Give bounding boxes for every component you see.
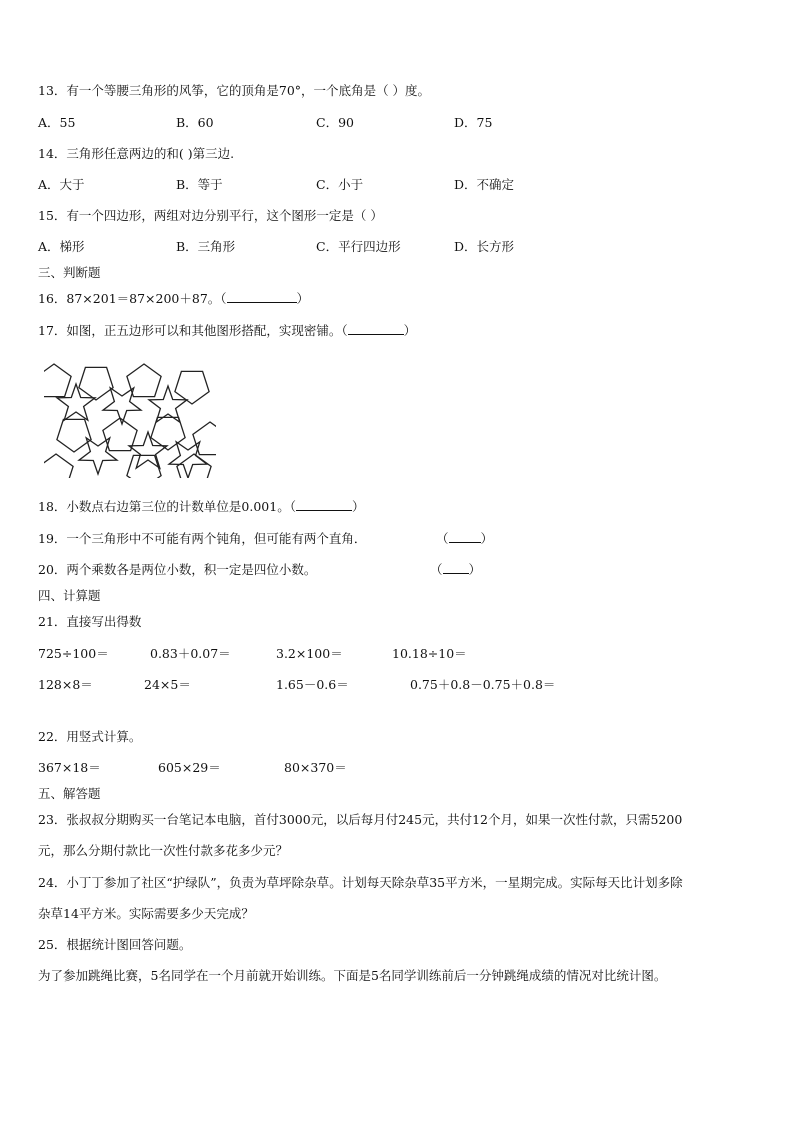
- q22-item: 367×18＝: [38, 760, 101, 775]
- q16-answer-blank[interactable]: [227, 291, 297, 303]
- q13-stem: 13．有一个等腰三角形的风筝，它的顶角是70°，一个底角是（ ）度。: [38, 83, 431, 98]
- q21-item: 0.83＋0.07＝: [150, 646, 231, 661]
- q16-text: 16．87×201＝87×200＋87。（: [38, 291, 227, 306]
- q13-option-d: D．75: [454, 115, 493, 130]
- q21-title: 21．直接写出得数: [38, 614, 142, 629]
- q14-stem: 14．三角形任意两边的和( )第三边.: [38, 146, 235, 161]
- q15-option-a: A．梯形: [38, 239, 85, 254]
- q15-option-c: C．平行四边形: [316, 239, 401, 254]
- q20-open: （: [430, 562, 443, 577]
- q23-line1: 23．张叔叔分期购买一台笔记本电脑，首付3000元，以后每月付245元，共付12个月，如果一次性付款，只需5200: [38, 812, 683, 827]
- q13-option-c: C．90: [316, 115, 354, 130]
- q24-line2: 杂草14平方米。实际需要多少天完成？: [38, 906, 254, 921]
- q17-answer-blank[interactable]: [348, 323, 404, 335]
- q21-item: 1.65－0.6＝: [276, 677, 349, 692]
- q19-text: 19．一个三角形中不可能有两个钝角，但可能有两个直角．: [38, 531, 367, 546]
- q14-option-a: A．大于: [38, 177, 85, 192]
- q19-close: ）: [480, 531, 494, 546]
- q16-close: ）: [296, 291, 310, 306]
- section-heading-calculation: 四、计算题: [38, 588, 101, 603]
- q15-option-d: D．长方形: [454, 239, 515, 254]
- q24-line1: 24．小丁丁参加了社区“护绿队”，负责为草坪除杂草。计划每天除杂草35平方米，一星期完成。实际每天比计划多除: [38, 875, 683, 890]
- q18-answer-blank[interactable]: [296, 499, 352, 511]
- q17-text: 17．如图，正五边形可以和其他图形搭配，实现密铺。（: [38, 323, 348, 338]
- q23-line2: 元，那么分期付款比一次性付款多花多少元？: [38, 843, 289, 858]
- q21-item: 10.18÷10＝: [392, 646, 467, 661]
- q21-item: 128×8＝: [38, 677, 93, 692]
- q15-stem: 15．有一个四边形，两组对边分别平行，这个图形一定是（ ）: [38, 208, 383, 223]
- section-heading-word-problems: 五、解答题: [38, 786, 101, 801]
- q13-option-b: B．60: [176, 115, 214, 130]
- q25-line: 为了参加跳绳比赛，5名同学在一个月前就开始训练。下面是5名同学训练前后一分钟跳绳成绩的情况对比统计图。: [38, 968, 667, 983]
- q17-close: ）: [403, 323, 417, 338]
- q14-option-c: C．小于: [316, 177, 364, 192]
- q14-option-d: D．不确定: [454, 177, 515, 192]
- q20-close: ）: [468, 562, 482, 577]
- q16-line: [38, 291, 309, 307]
- q21-item: 3.2×100＝: [276, 646, 343, 661]
- q17-line: [38, 323, 416, 339]
- q18-text: 18．小数点右边第三位的计数单位是0.001。（: [38, 499, 296, 514]
- q15-option-b: B．三角形: [176, 239, 236, 254]
- q22-item: 605×29＝: [158, 760, 221, 775]
- q21-item: 0.75＋0.8－0.75＋0.8＝: [410, 677, 556, 692]
- q21-item: 725÷100＝: [38, 646, 109, 661]
- q19-open: （: [436, 531, 449, 546]
- q19-answer: [436, 531, 493, 547]
- q13-option-a: A．55: [38, 115, 76, 130]
- q18-close: ）: [351, 499, 365, 514]
- q21-item: 24×5＝: [144, 677, 191, 692]
- q14-option-b: B．等于: [176, 177, 223, 192]
- q18-line: [38, 499, 364, 515]
- q19-answer-blank[interactable]: [449, 531, 481, 543]
- q20-answer: [430, 562, 481, 578]
- pentagon-tiling-figure: [44, 360, 216, 478]
- q20-text: 20．两个乘数各是两位小数，积一定是四位小数。: [38, 562, 317, 577]
- q22-title: 22．用竖式计算。: [38, 729, 142, 744]
- q25-title: 25．根据统计图回答问题。: [38, 937, 192, 952]
- section-heading-judgement: 三、判断题: [38, 265, 101, 280]
- q22-item: 80×370＝: [284, 760, 347, 775]
- q20-answer-blank[interactable]: [443, 562, 469, 574]
